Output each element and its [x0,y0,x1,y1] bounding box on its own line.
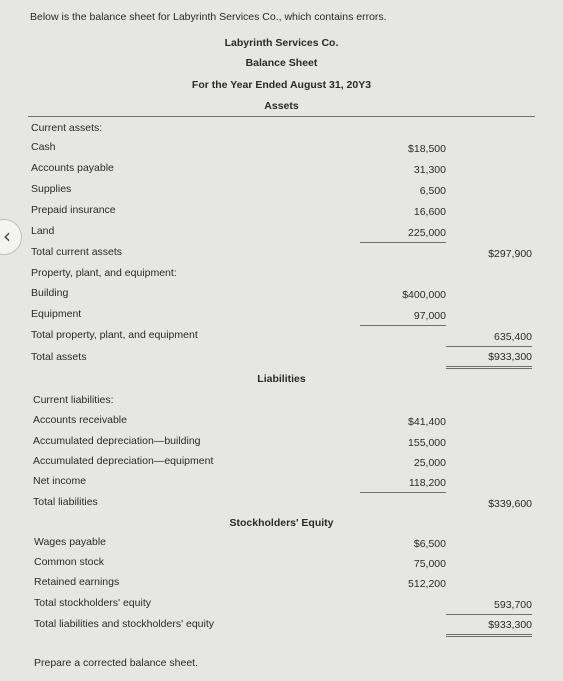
liabilities-heading: Liabilities [257,373,306,385]
line-item-amount: 75,000 [413,558,446,570]
total-liabilities-amount: $339,600 [488,498,532,510]
line-item-label: Accumulated depreciation—building [33,435,201,447]
line-item-label: Net income [33,475,87,487]
line-item-label: Retained earnings [34,576,120,588]
total-rule [446,614,532,615]
line-item-label: Common stock [34,556,105,568]
current-liabilities-label: Current liabilities: [33,394,114,406]
line-item-amount: 25,000 [413,457,446,469]
line-item-label: Prepaid insurance [31,204,116,216]
total-liabilities-label: Total liabilities [33,496,98,508]
line-item-label: Land [31,225,55,237]
total-current-assets-label: Total current assets [31,246,123,258]
company-name: Labyrinth Services Co. [224,37,339,49]
subtotal-rule [360,492,446,493]
statement-period: For the Year Ended August 31, 20Y3 [191,79,372,91]
line-item-amount: $18,500 [408,143,446,155]
total-le-label: Total liabilities and stockholders' equity [34,618,215,630]
double-rule [446,366,532,369]
line-item-label: Building [31,287,69,299]
assets-heading: Assets [264,100,299,112]
subtotal-rule [360,325,446,326]
line-item-amount: 512,200 [408,578,446,590]
equity-heading: Stockholders' Equity [229,517,334,529]
subtotal-rule [360,242,446,243]
back-button[interactable] [0,219,22,255]
intro-text: Below is the balance sheet for Labyrinth Services Co., which contains errors. [30,11,387,23]
line-item-amount: 155,000 [408,437,446,449]
total-le-amount: $933,300 [488,619,532,631]
line-item-label: Equipment [31,308,82,320]
line-item-amount: $6,500 [413,538,446,550]
total-equity-label: Total stockholders' equity [34,597,151,609]
line-item-amount: 97,000 [413,310,446,322]
total-ppe-amount: 635,400 [494,331,532,343]
total-equity-amount: 593,700 [494,599,532,611]
line-item-label: Wages payable [34,536,106,548]
header-rule [28,116,535,117]
instruction-text: Prepare a corrected balance sheet. [34,657,199,669]
total-ppe-label: Total property, plant, and equipment [31,329,198,341]
total-assets-label: Total assets [31,351,87,363]
statement-title: Balance Sheet [245,57,318,69]
line-item-amount: $41,400 [408,416,446,428]
line-item-amount: 16,600 [413,206,446,218]
total-current-assets-amount: $297,900 [488,248,532,260]
line-item-amount: 31,300 [413,164,446,176]
line-item-label: Accumulated depreciation—equipment [33,455,214,467]
line-item-label: Cash [31,141,56,153]
chevron-left-icon: ‹ [3,224,11,248]
line-item-amount: 225,000 [408,227,446,239]
line-item-amount: 118,200 [408,477,446,489]
line-item-amount: 6,500 [419,185,446,197]
line-item-label: Supplies [31,183,72,195]
total-assets-amount: $933,300 [488,351,532,363]
ppe-label: Property, plant, and equipment: [31,267,177,279]
line-item-amount: $400,000 [402,289,446,301]
double-rule [446,634,532,637]
total-rule [446,346,532,347]
line-item-label: Accounts receivable [33,414,127,426]
current-assets-label: Current assets: [31,122,103,134]
line-item-label: Accounts payable [31,162,114,174]
